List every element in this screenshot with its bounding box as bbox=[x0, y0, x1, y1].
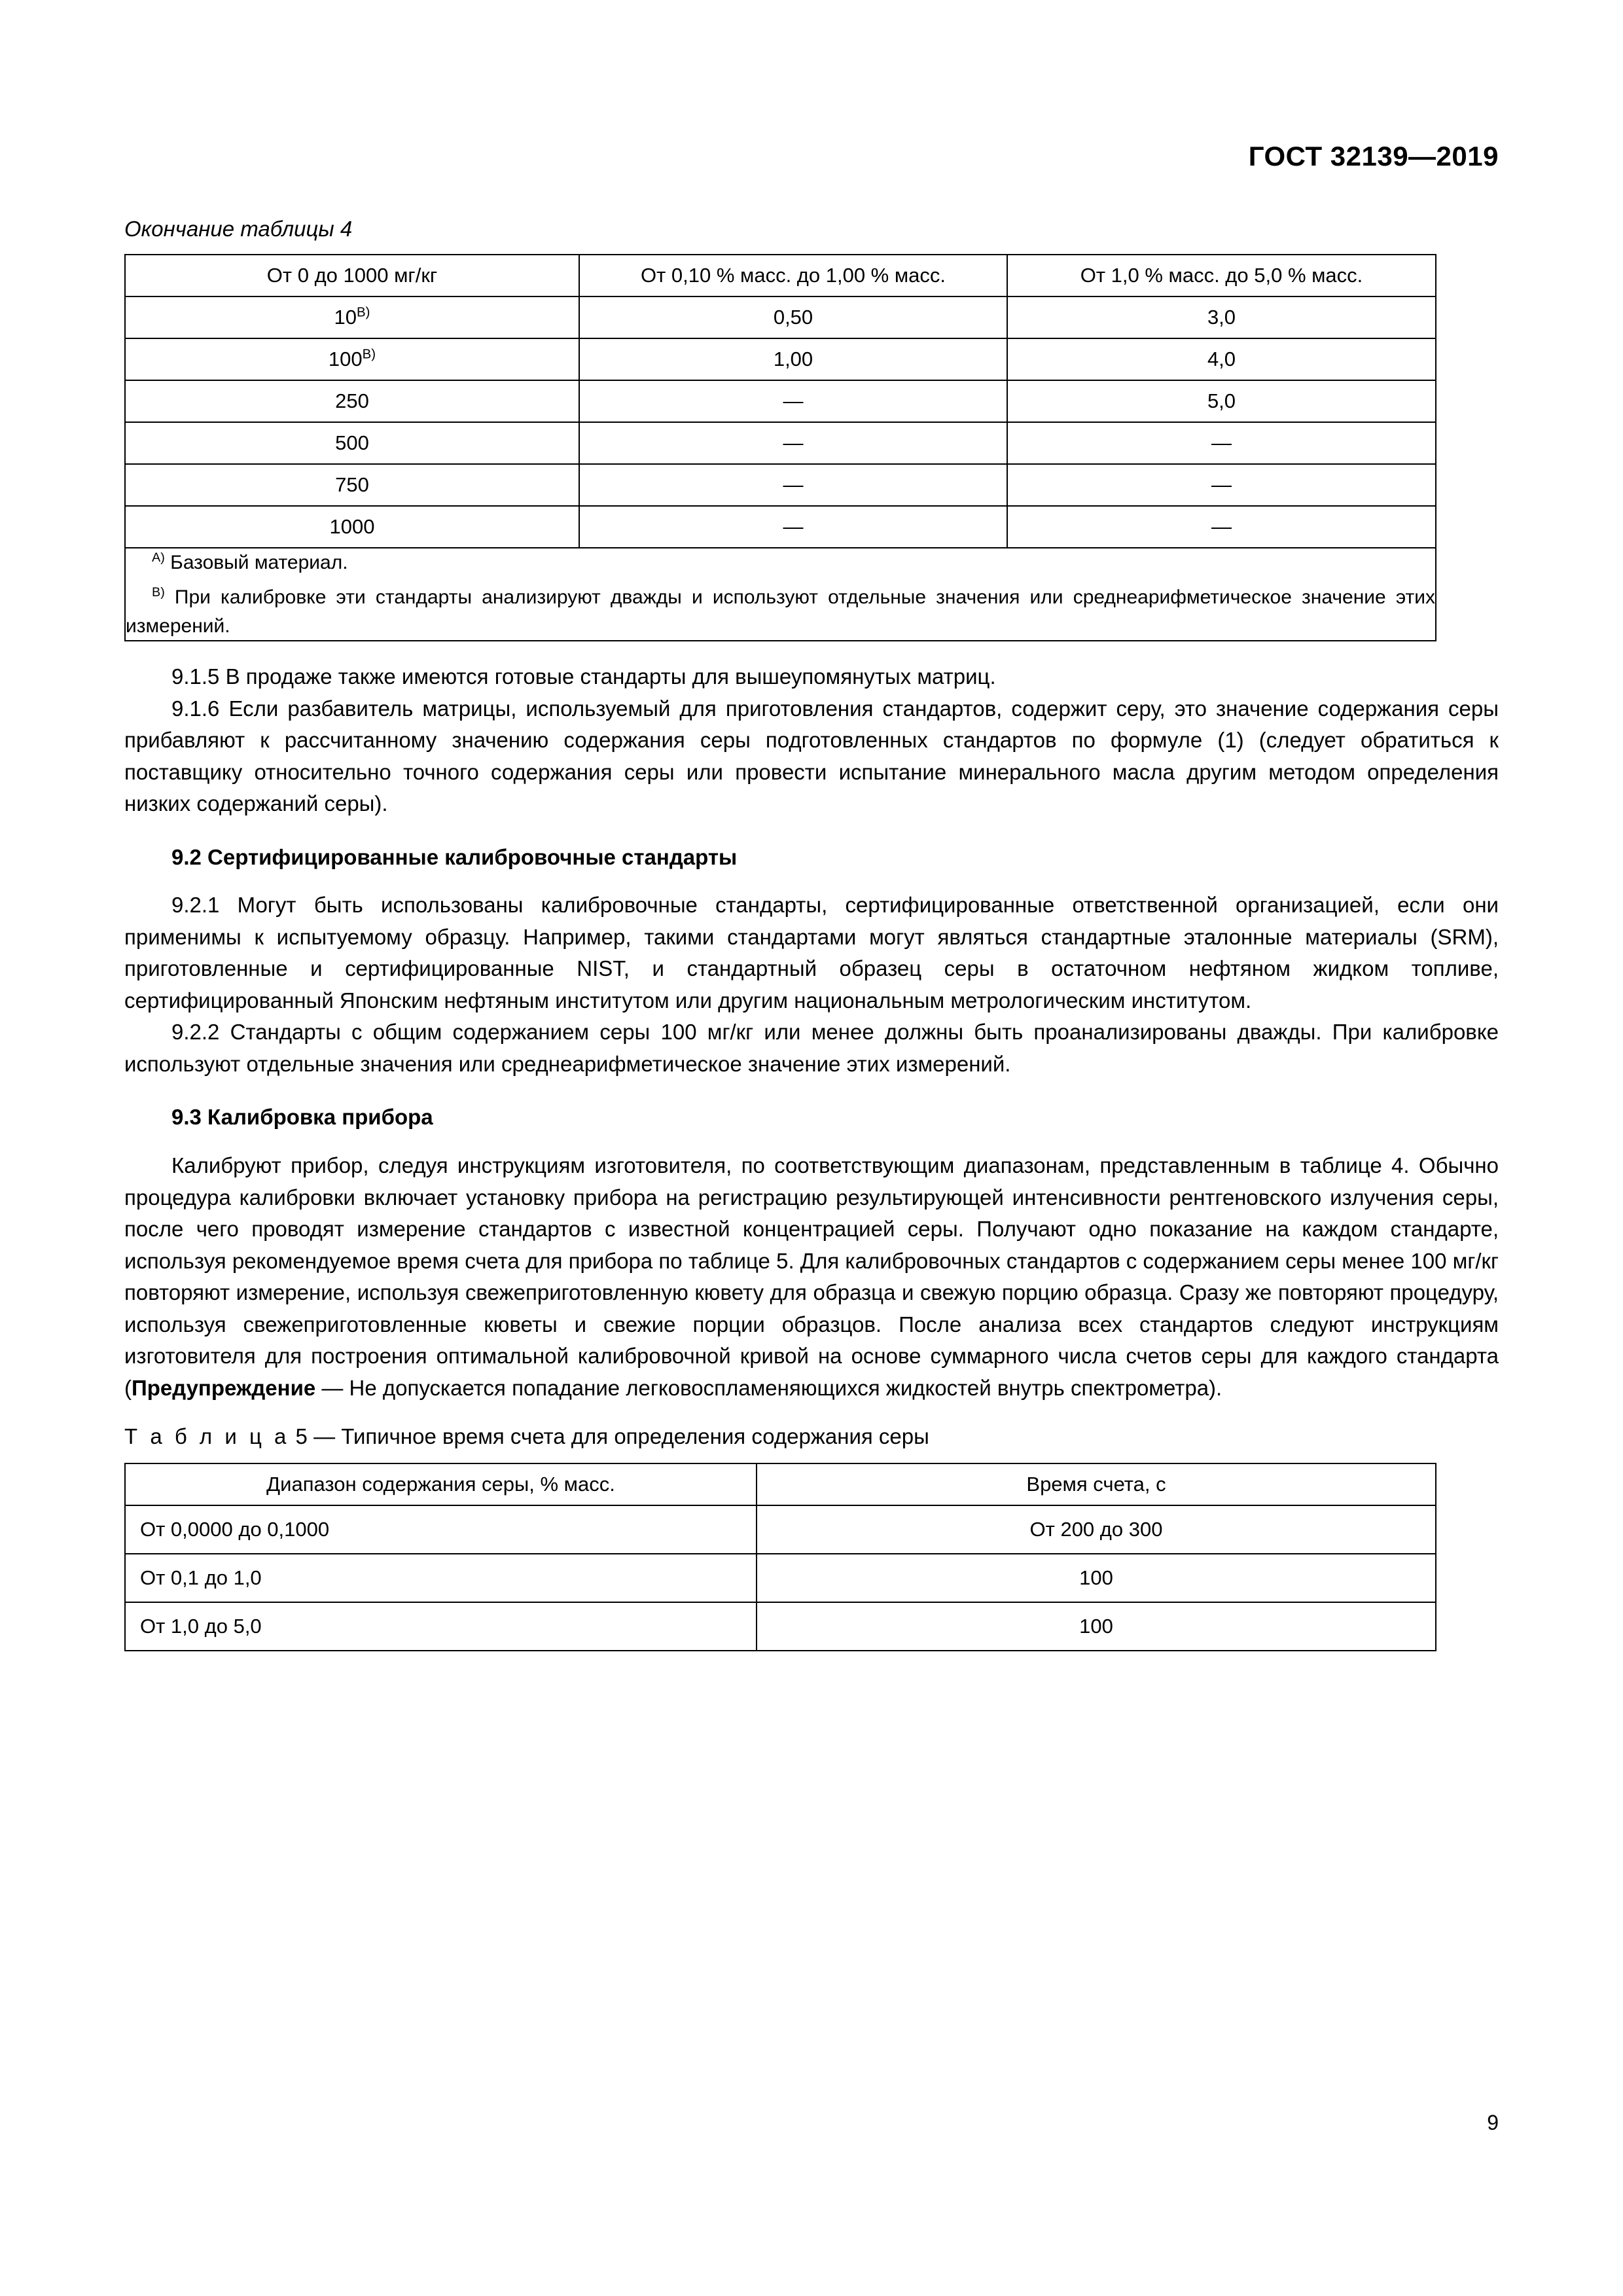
footnote-a bbox=[126, 548, 1435, 577]
table4-cell-high: — bbox=[1007, 422, 1436, 464]
table5-caption-text: 5 — Типичное время счета для определения содержания серы bbox=[289, 1424, 929, 1449]
table4-cell-mid: 1,00 bbox=[579, 338, 1007, 380]
page-content bbox=[124, 216, 1499, 1651]
standard-number: ГОСТ 32139—2019 bbox=[1248, 141, 1499, 171]
table5-cell-range: От 0,0000 до 0,1000 bbox=[125, 1505, 757, 1554]
table5-col-header-0: Диапазон содержания серы, % масс. bbox=[125, 1463, 757, 1505]
paragraph-9-3-text-before: Калибруют прибор, следуя инструкциям изготовителя, по соответствующим диапазонам, представленным в таблице 4. Обычно процедура калибровки включает установку прибора на регистрацию результирующей интенсивности рентгеновского излучения серы, после чего проводят измерение стандартов с известной концентрацией серы. Получают одно показание на каждом стандарте, используя рекомендуемое время счета для прибора по таблице 5. Для калибровочных стандартов с содержанием серы менее 100 мг/кг повторяют измерение, используя свежеприготовленную кювету для образца и свежую порцию образца. Сразу же повторяют процедуру, используя свежеприготовленные кюветы и свежие порции образцов. После анализа всех стандартов следуют инструкциям изготовителя для построения оптимальной калибровочной кривой на основе суммарного числа счетов серы для каждого стандарта ( bbox=[124, 1153, 1499, 1400]
table4-cell-concentration: 250 bbox=[125, 380, 579, 422]
table4-footnotes bbox=[125, 548, 1436, 641]
footnote-marker-b: В) bbox=[152, 585, 165, 600]
table4-col-header-1: От 0,10 % масс. до 1,00 % масс. bbox=[579, 255, 1007, 296]
table4-cell-high: — bbox=[1007, 464, 1436, 506]
footnote-b-text: При калибровке эти стандарты анализируют дважды и используют отдельные значения или среднеарифметическое значение этих измерений. bbox=[126, 586, 1436, 637]
table-row bbox=[125, 338, 1436, 380]
table-row bbox=[125, 380, 1436, 422]
table4-cell-concentration: 1000 bbox=[125, 506, 579, 548]
table5-cell-range: От 1,0 до 5,0 bbox=[125, 1602, 757, 1651]
table5-caption-label: Т а б л и ц а bbox=[124, 1424, 290, 1449]
footnote-marker-a: А) bbox=[152, 550, 165, 565]
table4-cell-concentration: 10$^{В)}$ bbox=[125, 296, 579, 338]
paragraph-9-1-6: 9.1.6 Если разбавитель матрицы, используемый для приготовления стандартов, содержит серу, это значение содержания серы прибавляют к рассчитанному значению содержания серы подготовленных стандартов по формуле (1) (следует обратиться к поставщику относительно точного содержания серы или провести испытание минерального масла другим методом определения низких содержаний серы). bbox=[124, 696, 1499, 816]
footnote-b bbox=[126, 583, 1435, 640]
table4-cell-mid: — bbox=[579, 380, 1007, 422]
table5-cell-time: 100 bbox=[757, 1602, 1436, 1651]
page-header bbox=[124, 141, 1499, 180]
table4-cell-mid: — bbox=[579, 422, 1007, 464]
table4-cell-high: 5,0 bbox=[1007, 380, 1436, 422]
table4-cell-mid: — bbox=[579, 506, 1007, 548]
footnote-marker: В) bbox=[362, 346, 376, 362]
table-row bbox=[125, 1602, 1436, 1651]
heading-9-3: 9.3 Калибровка прибора bbox=[171, 1105, 433, 1130]
table4-cell-concentration: 500 bbox=[125, 422, 579, 464]
footnote-a-text: Базовый материал. bbox=[170, 551, 348, 573]
table4-footnotes-row bbox=[125, 548, 1436, 641]
table5-cell-range: От 0,1 до 1,0 bbox=[125, 1554, 757, 1602]
warning-label: Предупреждение bbox=[132, 1375, 316, 1400]
paragraph-9-3 bbox=[124, 1150, 1499, 1404]
table5-header-row bbox=[125, 1463, 1436, 1505]
table5-col-header-1: Время счета, с bbox=[757, 1463, 1436, 1505]
table4-caption: Окончание таблицы 4 bbox=[124, 217, 353, 241]
table-row bbox=[125, 506, 1436, 548]
table-row bbox=[125, 422, 1436, 464]
table5-cell-time: 100 bbox=[757, 1554, 1436, 1602]
table4-cell-concentration: 100$^{В)}$ bbox=[125, 338, 579, 380]
table4-cell-high: 4,0 bbox=[1007, 338, 1436, 380]
table4-header-row bbox=[125, 255, 1436, 296]
paragraph-9-2-2: 9.2.2 Стандарты с общим содержанием серы 100 мг/кг или менее должны быть проанализированы дважды. При калибровке используют отдельные значения или среднеарифметическое значение этих измерений. bbox=[124, 1020, 1499, 1076]
table-4 bbox=[124, 254, 1436, 642]
table-5 bbox=[124, 1463, 1436, 1651]
table4-cell-high: — bbox=[1007, 506, 1436, 548]
table-row bbox=[125, 1505, 1436, 1554]
table4-cell-mid: 0,50 bbox=[579, 296, 1007, 338]
table-row bbox=[125, 464, 1436, 506]
heading-9-2: 9.2 Сертифицированные калибровочные стандарты bbox=[171, 844, 738, 869]
table4-col-header-2: От 1,0 % масс. до 5,0 % масс. bbox=[1007, 255, 1436, 296]
table-row bbox=[125, 296, 1436, 338]
table4-cell-high: 3,0 bbox=[1007, 296, 1436, 338]
paragraph-9-2-1: 9.2.1 Могут быть использованы калибровочные стандарты, сертифицированные ответственной организацией, если они применимы к испытуемому образцу. Например, такими стандартами могут являться стандартные эталонные материалы (SRM), приготовленные и сертифицированные NIST, и стандартный образец серы в остаточном нефтяном жидком топливе, сертифицированный Японским нефтяным институтом или другим национальным метрологическим институтом. bbox=[124, 893, 1499, 1013]
table-row bbox=[125, 1554, 1436, 1602]
paragraph-9-3-text-after: — Не допускается попадание легковоспламеняющихся жидкостей внутрь спектрометра). bbox=[315, 1375, 1222, 1400]
table5-caption bbox=[124, 1424, 1499, 1450]
table4-col-header-0: От 0 до 1000 мг/кг bbox=[125, 255, 579, 296]
footnote-marker: В) bbox=[357, 304, 370, 320]
table4-cell-concentration: 750 bbox=[125, 464, 579, 506]
table5-cell-time: От 200 до 300 bbox=[757, 1505, 1436, 1554]
page-number: 9 bbox=[1487, 2111, 1499, 2134]
paragraph-9-1-5: 9.1.5 В продаже также имеются готовые стандарты для вышеупомянутых матриц. bbox=[171, 664, 996, 689]
table4-cell-mid: — bbox=[579, 464, 1007, 506]
